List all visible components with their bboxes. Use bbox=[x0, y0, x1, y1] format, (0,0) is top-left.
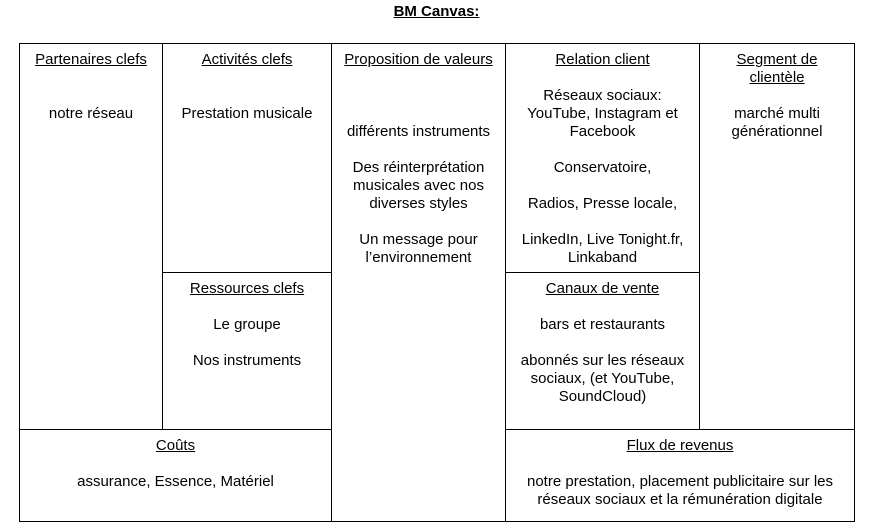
segment-item: marché multi générationnel bbox=[731, 105, 823, 140]
cell-activites-clefs bbox=[162, 43, 332, 273]
canaux-item: bars et restaurants bbox=[539, 316, 666, 333]
cell-couts bbox=[19, 429, 332, 522]
cell-segment-de-clientele bbox=[699, 43, 855, 430]
canvas-title: BM Canvas: bbox=[393, 3, 480, 20]
cell-canaux-de-vente bbox=[505, 272, 700, 430]
proposition-item: Des réinterprétation musicales avec nos diverses styles bbox=[352, 159, 485, 212]
partenaires-heading: Partenaires clefs bbox=[35, 51, 147, 68]
relation-item: Radios, Presse locale, bbox=[527, 195, 678, 212]
ressources-heading: Ressources clefs bbox=[189, 280, 305, 297]
activites-heading: Activités clefs bbox=[201, 51, 293, 68]
couts-item: assurance, Essence, Matériel bbox=[77, 473, 274, 490]
ressources-item: Le groupe bbox=[213, 316, 281, 333]
canaux-item: abonnés sur les réseaux sociaux, (et YouTube, SoundCloud) bbox=[520, 352, 685, 405]
cell-ressources-clefs bbox=[162, 272, 332, 430]
proposition-heading: Proposition de valeurs bbox=[344, 51, 493, 68]
segment-heading: Segment de clientèle bbox=[736, 51, 818, 86]
cell-partenaires-clefs bbox=[19, 43, 163, 430]
activites-item: Prestation musicale bbox=[181, 105, 313, 122]
cell-flux-de-revenus bbox=[505, 429, 855, 522]
flux-item: notre prestation, placement publicitaire sur les réseaux sociaux et la rémunération digitale bbox=[527, 473, 833, 508]
ressources-item: Nos instruments bbox=[192, 352, 302, 369]
relation-item: Réseaux sociaux: YouTube, Instagram et Facebook bbox=[527, 87, 678, 140]
couts-heading: Coûts bbox=[155, 437, 196, 454]
relation-item: Conservatoire, bbox=[553, 159, 652, 176]
proposition-item: Un message pour l’environnement bbox=[359, 231, 478, 266]
proposition-item: différents instruments bbox=[346, 123, 491, 140]
relation-item: LinkedIn, Live Tonight.fr, Linkaband bbox=[521, 231, 684, 266]
cell-proposition-de-valeurs bbox=[331, 43, 506, 522]
flux-heading: Flux de revenus bbox=[626, 437, 734, 454]
canaux-heading: Canaux de vente bbox=[545, 280, 660, 297]
cell-relation-client bbox=[505, 43, 700, 273]
partenaires-item: notre réseau bbox=[48, 105, 134, 122]
relation-heading: Relation client bbox=[555, 51, 650, 68]
